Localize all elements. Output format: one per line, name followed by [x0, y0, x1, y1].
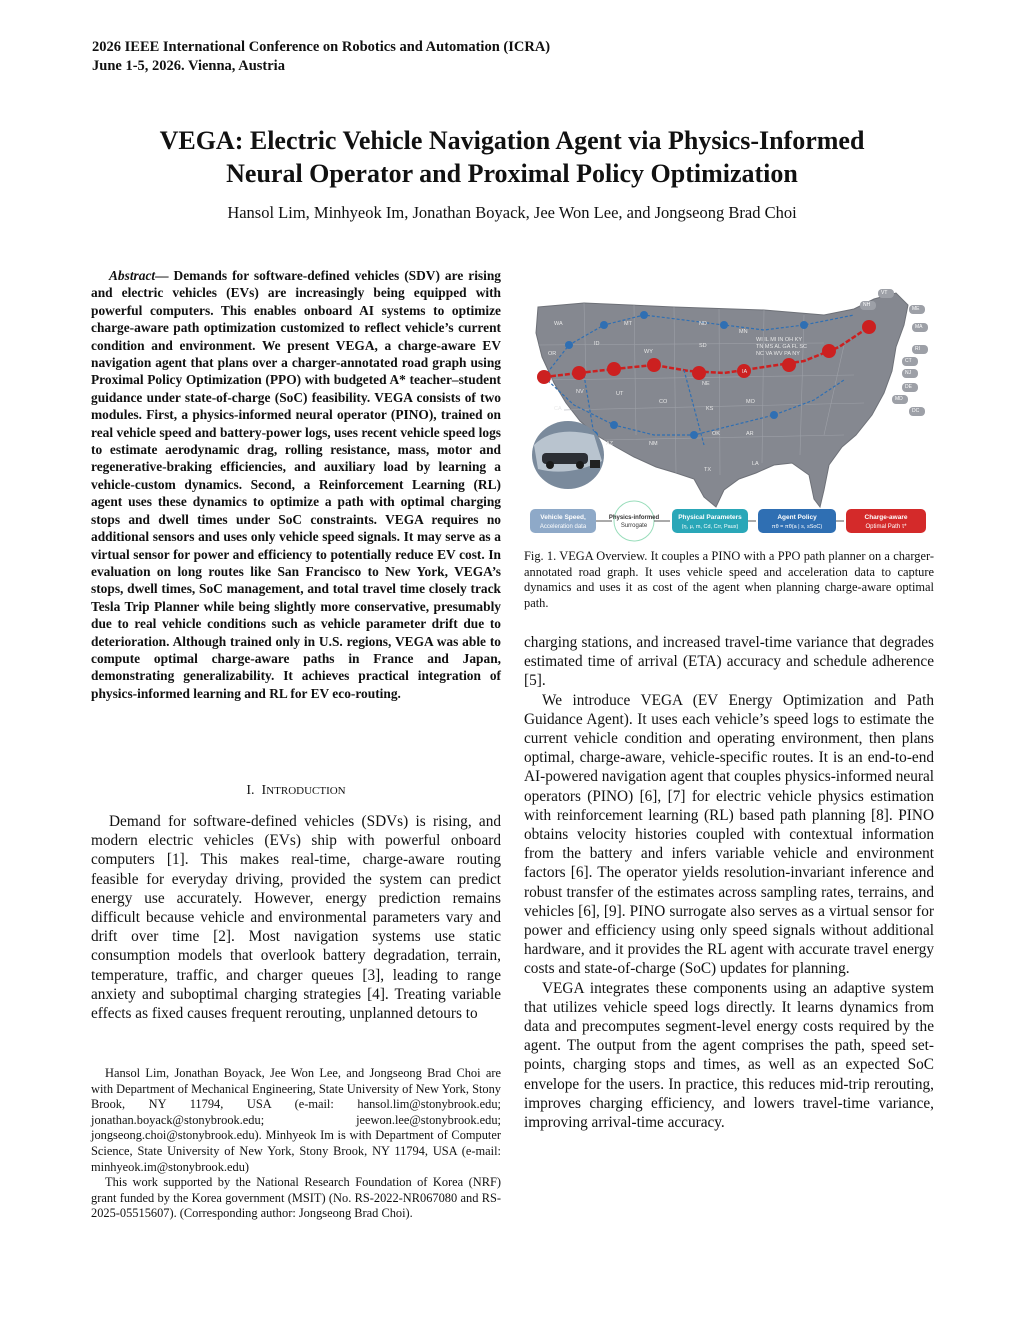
vehicle-photo-inset [532, 421, 604, 489]
state-list-east: WI IL MI IN OH KY TN MS AL GA FL SC NC VA WV PA NY [756, 337, 807, 357]
figure-1-graphic [524, 285, 934, 543]
paper-title [0, 124, 1024, 190]
svg-text:WY: WY [644, 349, 653, 355]
intro-paragraph: Demand for software-defined vehicles (SDVs) is rising, and modern electric vehicles (EVs) ship with powerful onboard computers [1]. This makes real-time, charge-aware routing feasible for everyday driving, provided the system can predict energy use accurately. However, energy prediction remains difficult because vehicle and environmental parameters vary and drift over time [2]. Most navigation systems use static consumption models that overlook battery degradation, terrain, temperature, traffic, and charger queues [3], leading to range anxiety and suboptimal charging strategies [4]. Treating variable effects as fixed causes frequent rerouting, unplanned detours to [91, 813, 501, 1023]
svg-text:Vehicle Speed,: Vehicle Speed, [540, 514, 586, 521]
svg-text:ND: ND [699, 321, 707, 327]
svg-text:WA: WA [554, 321, 563, 327]
svg-text:Agent Policy: Agent Policy [777, 514, 817, 521]
svg-text:OR: OR [548, 351, 557, 357]
section-heading-introduction: I. INTRODUCTION [246, 783, 346, 798]
svg-text:OK: OK [712, 431, 720, 437]
svg-text:Acceleration data: Acceleration data [539, 524, 587, 530]
svg-text:Surrogate: Surrogate [620, 523, 648, 529]
charging-pin [782, 358, 796, 372]
paragraph-continuation: charging stations, and increased travel-time variance that degrades estimated time of arrival (ETA) accuracy and schedule adherence [5]. [524, 634, 934, 690]
svg-text:MN: MN [739, 329, 748, 335]
svg-text:MT: MT [624, 321, 632, 327]
svg-text:KS: KS [706, 406, 714, 412]
svg-text:MO: MO [746, 399, 755, 405]
abstract-text: — Demands for software-defined vehicles (SDV) are rising and electric vehicles (EVs) are increasingly being equipped with powerful computers. This enables onboard AI systems to optimize charge-aware path optimization customized to reflect vehicle’s current condition and environment. We present VEGA, a charge-aware EV navigation agent that plans over a charger-annotated road graph using Proximal Policy Optimization (PPO) with budgeted A* teacher–student guidance under state-of-charge (SoC) feasibility. VEGA consists of two modules. First, a physics-informed neural operator (PINO), trained on real vehicle speed and battery-power logs, uses recent vehicle speed logs to estimate aerodynamic drag, rolling resistance, mass, motor and regenerative-braking efficiencies, and auxiliary load by learning a vehicle-custom dynamics. Second, a Reinforcement Learning (RL) agent uses these dynamics to optimize a path with optimal charging stops and dwell times under SoC constraints. VEGA requires no additional sensors and uses only vehicle speed signals. It may serve as a virtual sensor for power and efficiency to potentially reduce EV cost. In evaluation on long routes like San Francisco to New York, VEGA’s stops, dwell times, SoC management, and total travel time closely track Tesla Trip Planner while being slightly more conservative, presumably due to real vehicle conditions such as vehicle parameter drift due to deterioration. Although trained only in U.S. regions, VEGA was able to compute optimal charge-aware paths in France and Japan, demonstrating generalizability. It achieves practical integration of physics-informed learning and RL for EV eco-routing. [91, 268, 501, 701]
svg-text:UT: UT [616, 391, 624, 397]
svg-text:Optimal Path τ*: Optimal Path τ* [865, 524, 907, 530]
introduction-body [91, 812, 501, 1023]
svg-text:AR: AR [746, 431, 754, 437]
svg-text:NV: NV [576, 389, 584, 395]
svg-text:CA: CA [554, 406, 562, 412]
charging-pin [572, 366, 586, 380]
footnote-affiliation: Hansol Lim, Jonathan Boyack, Jee Won Lee, and Jongseong Brad Choi are with Department of Mechanical Engineering, State University of New York, Stony Brook, NY 11794, USA (e-mail: hansol.lim@stonybrook.edu; jonathan.boyack@stonybrook.edu; jeewon.lee@stonybrook.edu; jongseong.choi@stonybrook.edu). Minhyeok Im is with Department of Computer Science, State University of New York, Stony Brook, NY 11794, USA (e-mail: minhyeok.im@stonybrook.edu) [91, 1066, 501, 1174]
charging-pin [862, 320, 876, 334]
charging-pin [822, 344, 836, 358]
paragraph-vega-intro: We introduce VEGA (EV Energy Optimization and Path Guidance Agent). It uses each vehicle’s speed logs to estimate the current vehicle condition and operating environment, then plans optimal, charge-aware, vehicle-specific routes. It is an end-to-end AI-powered navigation agent that couples physics-informed neural operators (PINO) [6], [7] for electric vehicle physics estimation with reinforcement learning (RL) based path planning [8]. PINO obtains velocity histories coupled with contextual information from the battery and infers variable vehicle and environment factors [6]. The operator yields resolution-invariant inference and robust transfer of the estimates across sampling rates, terrains, and vehicles [6], [9]. PINO surrogate also serves as a virtual sensor for power and efficiency using only speed signals without additional hardware, and it provides the RL agent with accurate travel energy costs and state-of-charge (SoC) updates for planning. [524, 691, 934, 978]
abstract-label: Abstract [109, 268, 156, 283]
right-column-body [524, 633, 934, 1132]
title-line-2: Neural Operator and Proximal Policy Optimization [226, 159, 798, 188]
charging-pin [647, 358, 661, 372]
charging-pin [692, 366, 706, 380]
svg-text:Physics-informed: Physics-informed [608, 515, 660, 521]
author-list: Hansol Lim, Minhyeok Im, Jonathan Boyack, Jee Won Lee, and Jongseong Brad Choi [227, 203, 797, 222]
svg-text:TX: TX [704, 467, 712, 473]
paragraph-vega-integration: VEGA integrates these components using an adaptive system that utilizes vehicle speed logs directly. It learns dynamics from data and precomputes segment-level energy costs required by the agent. The output from the agent comprises the path, speed set-points, charging stops and times, as well as an expected SoC envelope for the users. In practice, this reduces mid-trip rerouting, improves charging efficiency, and lowers travel-time variance, improving arrival-time accuracy. [524, 979, 934, 1132]
svg-text:πθ = πθ(a | s, sSoC): πθ = πθ(a | s, sSoC) [771, 524, 823, 530]
charging-pin [537, 370, 551, 384]
svg-text:NE: NE [702, 381, 710, 387]
svg-text:IA: IA [742, 369, 748, 375]
svg-text:CO: CO [659, 399, 668, 405]
conference-location: June 1-5, 2026. Vienna, Austria [92, 58, 285, 74]
footnote-funding: This work supported by the National Research Foundation of Korea (NRF) grant funded by the Korea government (MSIT) (No. RS-2022-NR067080 and RS-2025-05515607). (Corresponding author: Jongseong Brad Choi). [91, 1175, 501, 1221]
svg-text:LA: LA [752, 461, 759, 467]
figure-1 [524, 285, 934, 543]
svg-text:ID: ID [594, 341, 600, 347]
conference-header [92, 38, 550, 76]
svg-text:AZ: AZ [606, 441, 614, 447]
svg-text:NM: NM [649, 441, 658, 447]
charging-pin [607, 362, 621, 376]
svg-text:(η, μ, m, Cd, Crr, Paux): (η, μ, m, Cd, Crr, Paux) [681, 524, 739, 530]
pipeline-pino-node [614, 501, 654, 541]
svg-text:Charge-aware: Charge-aware [864, 514, 908, 521]
title-line-1: VEGA: Electric Vehicle Navigation Agent via Physics-Informed [159, 126, 865, 155]
figure-1-caption: Fig. 1. VEGA Overview. It couples a PINO with a PPO path planner on a charger-annotated road graph. It uses vehicle speed and acceleration data to capture dynamics and uses it as cost of the agent when planning charge-aware optimal path. [524, 549, 934, 610]
svg-text:Physical Parameters: Physical Parameters [678, 514, 742, 521]
svg-text:SD: SD [699, 343, 707, 349]
abstract [91, 267, 501, 702]
conference-name: 2026 IEEE International Conference on Robotics and Automation (ICRA) [92, 39, 551, 55]
footnotes [91, 1066, 501, 1222]
